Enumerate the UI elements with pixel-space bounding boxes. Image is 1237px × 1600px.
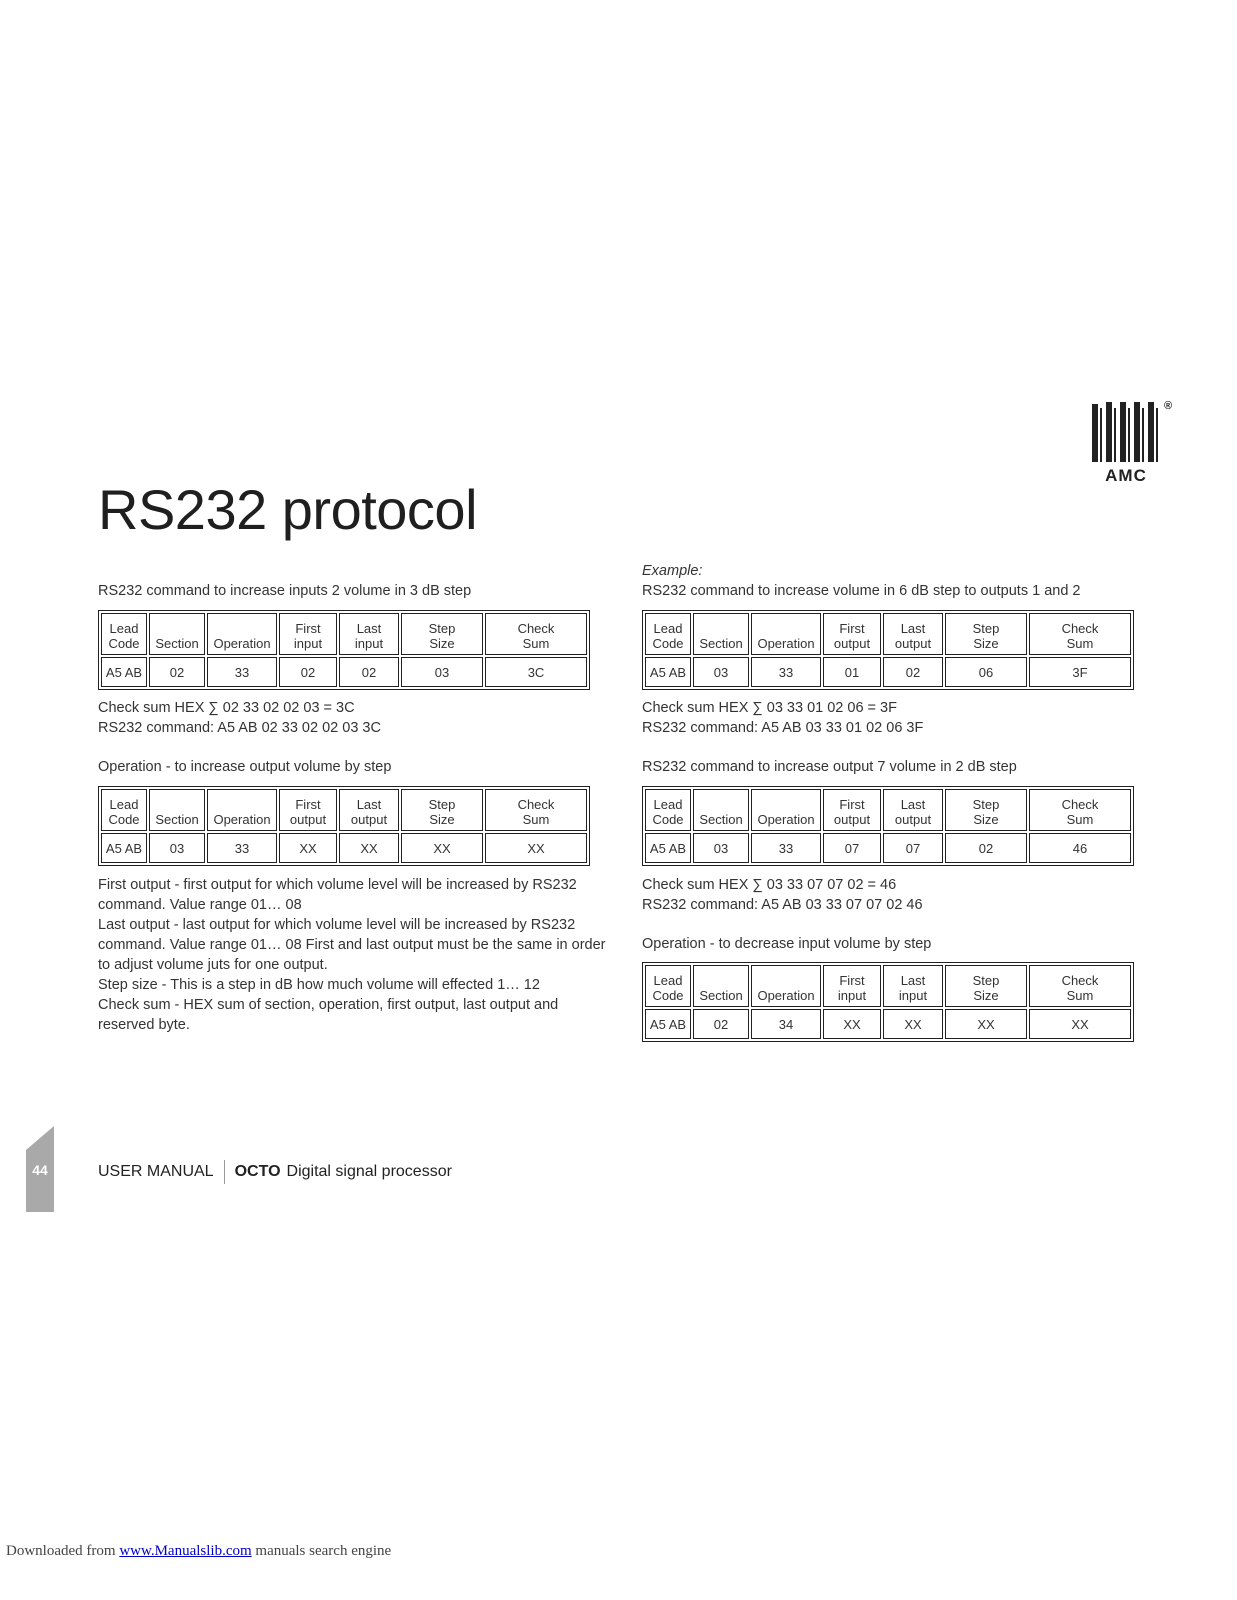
right-heading-2: RS232 command to increase output 7 volume in 2 dB step (642, 759, 1017, 775)
header-cell: First output (823, 789, 881, 831)
logo-text: AMC (1105, 466, 1147, 485)
left-heading-2: Operation - to increase output volume by step (98, 759, 392, 775)
value-cell: 03 (693, 657, 749, 687)
note-line: Step size - This is a step in dB how much volume will effected 1… 12 (98, 977, 540, 993)
header-cell: Operation (751, 789, 821, 831)
header-cell: First input (823, 965, 881, 1007)
header-cell: Section (693, 789, 749, 831)
value-cell: 02 (339, 657, 399, 687)
header-cell: Lead Code (645, 789, 691, 831)
header-cell: Last output (883, 789, 943, 831)
header-cell: Lead Code (645, 965, 691, 1007)
header-cell: Check Sum (1029, 613, 1131, 655)
note-line: First output - first output for which volume level will be increased by RS232 (98, 877, 577, 893)
left-checksum-1: Check sum HEX ∑ 02 33 02 02 03 = 3C (98, 700, 355, 716)
value-cell: A5 AB (645, 1009, 691, 1039)
amc-logo-bars-icon (1090, 400, 1162, 462)
right-command-1: RS232 command: A5 AB 03 33 01 02 06 3F (642, 720, 924, 736)
header-cell: Section (693, 613, 749, 655)
header-cell: Check Sum (485, 613, 587, 655)
table-row (101, 657, 587, 687)
value-cell: 34 (751, 1009, 821, 1039)
value-cell: 33 (207, 657, 277, 687)
header-cell: Lead Code (101, 613, 147, 655)
table-row (101, 833, 587, 863)
right-checksum-2: Check sum HEX ∑ 03 33 07 07 02 = 46 (642, 877, 897, 893)
note-line: reserved byte. (98, 1017, 190, 1033)
table-row (645, 833, 1131, 863)
header-cell: Operation (207, 613, 277, 655)
table-header-row (101, 613, 587, 655)
value-cell: 3F (1029, 657, 1131, 687)
value-cell: 06 (945, 657, 1027, 687)
value-cell: XX (401, 833, 483, 863)
right-checksum-1: Check sum HEX ∑ 03 33 01 02 06 = 3F (642, 700, 897, 716)
footer (98, 1160, 452, 1184)
left-notes (98, 875, 623, 1035)
value-cell: 33 (751, 657, 821, 687)
header-cell: Last input (883, 965, 943, 1007)
example-label: Example: (642, 563, 703, 579)
header-cell: Section (693, 965, 749, 1007)
header-cell: Section (149, 613, 205, 655)
value-cell: 3C (485, 657, 587, 687)
header-cell: First output (279, 789, 337, 831)
value-cell: A5 AB (645, 833, 691, 863)
value-cell: 03 (401, 657, 483, 687)
header-cell: Section (149, 789, 205, 831)
footer-manual-label: USER MANUAL (98, 1163, 214, 1180)
source-link[interactable]: www.Manualslib.com (119, 1543, 252, 1559)
table-header-row (101, 789, 587, 831)
table-header-row (645, 965, 1131, 1007)
header-cell: Check Sum (1029, 789, 1131, 831)
value-cell: 02 (279, 657, 337, 687)
header-cell: Step Size (945, 613, 1027, 655)
value-cell: 02 (883, 657, 943, 687)
page-number-tab (26, 1126, 54, 1212)
page-title: RS232 protocol (98, 478, 478, 541)
value-cell: 07 (823, 833, 881, 863)
note-line: command. Value range 01… 08 First and last output must be the same in order (98, 937, 606, 953)
value-cell: XX (339, 833, 399, 863)
left-command-1: RS232 command: A5 AB 02 33 02 02 03 3C (98, 720, 381, 736)
left-table-2 (98, 786, 590, 866)
header-cell: Step Size (401, 789, 483, 831)
footer-product: OCTO (234, 1163, 281, 1180)
value-cell: 02 (693, 1009, 749, 1039)
header-cell: First output (823, 613, 881, 655)
header-cell: Last output (339, 789, 399, 831)
header-cell: Lead Code (101, 789, 147, 831)
right-heading-1: RS232 command to increase volume in 6 dB step to outputs 1 and 2 (642, 583, 1081, 599)
amc-logo (1090, 400, 1176, 486)
value-cell: XX (823, 1009, 881, 1039)
header-cell: Check Sum (1029, 965, 1131, 1007)
value-cell: XX (279, 833, 337, 863)
value-cell: 07 (883, 833, 943, 863)
footer-divider (224, 1160, 225, 1184)
right-heading-3: Operation - to decrease input volume by step (642, 936, 932, 952)
right-table-3 (642, 962, 1134, 1042)
value-cell: XX (485, 833, 587, 863)
header-cell: Last output (883, 613, 943, 655)
header-cell: First input (279, 613, 337, 655)
note-line: to adjust volume juts for one output. (98, 957, 328, 973)
note-line: Last output - last output for which volume level will be increased by RS232 (98, 917, 576, 933)
table-row (645, 1009, 1131, 1039)
registered-mark: ® (1164, 400, 1173, 412)
header-cell: Lead Code (645, 613, 691, 655)
value-cell: A5 AB (645, 657, 691, 687)
note-line: command. Value range 01… 08 (98, 897, 302, 913)
value-cell: A5 AB (101, 657, 147, 687)
table-header-row (645, 789, 1131, 831)
table-row (645, 657, 1131, 687)
value-cell: 02 (149, 657, 205, 687)
footer-description: Digital signal processor (286, 1163, 452, 1180)
left-table-1 (98, 610, 590, 690)
table-header-row (645, 613, 1131, 655)
header-cell: Check Sum (485, 789, 587, 831)
source-suffix: manuals search engine (251, 1543, 392, 1559)
value-cell: A5 AB (101, 833, 147, 863)
value-cell: 33 (207, 833, 277, 863)
header-cell: Step Size (401, 613, 483, 655)
header-cell: Operation (207, 789, 277, 831)
header-cell: Operation (751, 613, 821, 655)
right-command-2: RS232 command: A5 AB 03 33 07 07 02 46 (642, 897, 923, 913)
value-cell: 33 (751, 833, 821, 863)
header-cell: Step Size (945, 789, 1027, 831)
value-cell: 03 (149, 833, 205, 863)
value-cell: XX (945, 1009, 1027, 1039)
left-heading-1: RS232 command to increase inputs 2 volume in 3 dB step (98, 583, 472, 599)
value-cell: 02 (945, 833, 1027, 863)
header-cell: Step Size (945, 965, 1027, 1007)
value-cell: 01 (823, 657, 881, 687)
header-cell: Last input (339, 613, 399, 655)
value-cell: 03 (693, 833, 749, 863)
value-cell: XX (883, 1009, 943, 1039)
note-line: Check sum - HEX sum of section, operation, first output, last output and (98, 997, 559, 1013)
right-table-2 (642, 786, 1134, 866)
value-cell: XX (1029, 1009, 1131, 1039)
download-source-line (6, 1543, 391, 1560)
right-table-1 (642, 610, 1134, 690)
page-number: 44 (32, 1162, 48, 1178)
header-cell: Operation (751, 965, 821, 1007)
source-prefix: Downloaded from (6, 1543, 120, 1559)
value-cell: 46 (1029, 833, 1131, 863)
